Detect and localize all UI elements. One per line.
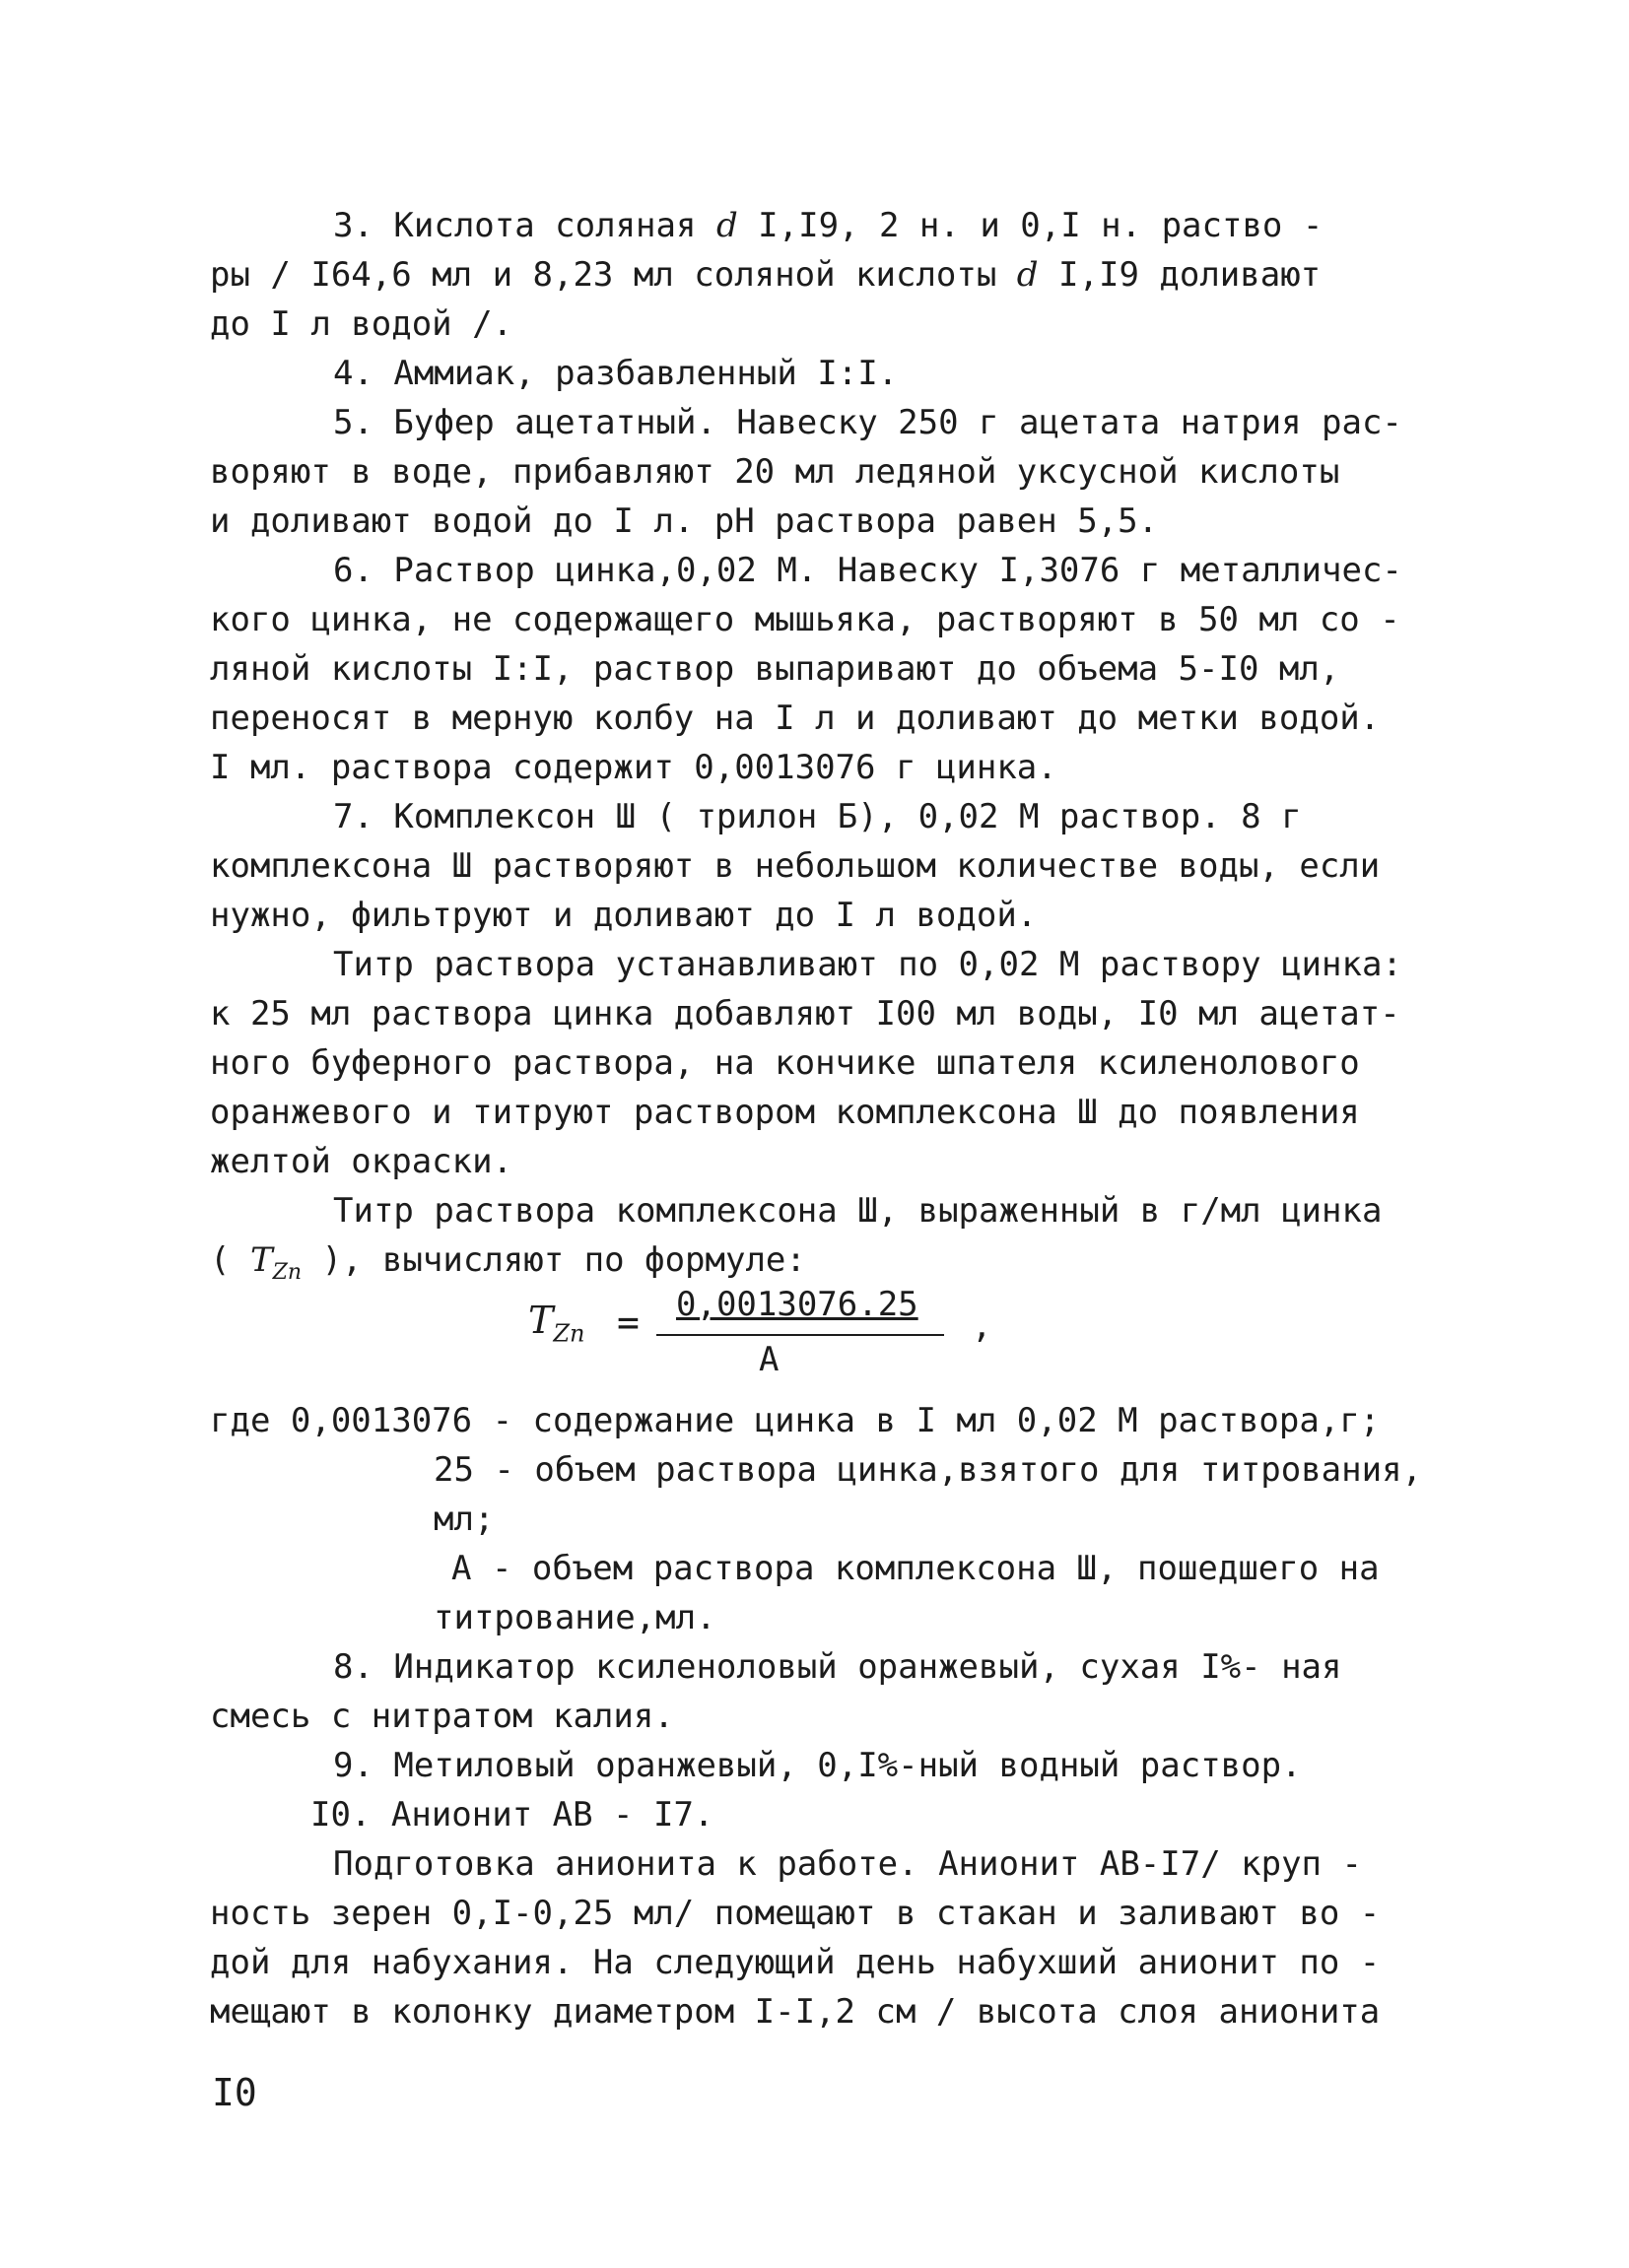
item-3-line-1: 3. Кислота соляная d I,I9, 2 н. и 0,I н. раство - bbox=[333, 206, 1324, 245]
formula-fraction-bar bbox=[656, 1334, 944, 1336]
formula-equals: = bbox=[617, 1301, 640, 1344]
item-7-line-1: 7. Комплексон Ш ( трилон Б), 0,02 М раствор. 8 г bbox=[333, 797, 1302, 836]
prep-line-4: мещают в колонку диаметром I-I,2 см / высота слоя анионита bbox=[210, 1992, 1381, 2032]
prep-line-1: Подготовка анионита к работе. Анионит АВ-I7/ круп - bbox=[333, 1844, 1362, 1884]
item-10: I0. Анионит АВ - I7. bbox=[310, 1795, 714, 1834]
item-6-line-5: I мл. раствора содержит 0,0013076 г цинка. bbox=[210, 748, 1057, 787]
item-7-line-2: комплексона Ш растворяют в небольшом количестве воды, если bbox=[210, 846, 1381, 886]
item-3-line-3: до I л водой /. bbox=[210, 304, 513, 344]
where-line-4: А - объем раствора комплексона Ш, пошедшего на bbox=[451, 1549, 1380, 1588]
titr-para-line-3: ного буферного раствора, на кончике шпателя ксиленолового bbox=[210, 1043, 1360, 1083]
where-line-3: мл; bbox=[434, 1500, 495, 1539]
item-9: 9. Метиловый оранжевый, 0,I%-ный водный раствор. bbox=[333, 1746, 1302, 1785]
titr-para-line-1: Титр раствора устанавливают по 0,02 М раствору цинка: bbox=[333, 945, 1402, 984]
formula-lhs: $T_{Zn}$ bbox=[528, 1299, 585, 1348]
where-line-2: 25 - объем раствора цинка,взятого для титрования, bbox=[434, 1450, 1423, 1490]
titr-para-line-5: желтой окраски. bbox=[210, 1142, 513, 1181]
where-line-5: титрование,мл. bbox=[434, 1598, 716, 1637]
where-line-1: где 0,0013076 - содержание цинка в I мл 0,02 М раствора,г; bbox=[210, 1401, 1381, 1440]
item-5-line-2: воряют в воде, прибавляют 20 мл ледяной уксусной кислоты bbox=[210, 452, 1340, 492]
titr-para-line-2: к 25 мл раствора цинка добавляют I00 мл воды, I0 мл ацетат- bbox=[210, 994, 1400, 1034]
item-7-line-3: нужно, фильтруют и доливают до I л водой. bbox=[210, 896, 1038, 935]
item-6-line-1: 6. Раствор цинка,0,02 М. Навеску I,3076 г металличес- bbox=[333, 551, 1402, 590]
titr-formula-intro-line-1: Титр раствора комплексона Ш, выраженный в г/мл цинка bbox=[333, 1191, 1383, 1231]
item-6-line-4: переносят в мерную колбу на I л и доливают до метки водой. bbox=[210, 699, 1381, 738]
prep-line-3: дой для набухания. На следующий день набухший анионит по - bbox=[210, 1943, 1381, 1982]
item-5-line-3: и доливают водой до I л. pH раствора равен 5,5. bbox=[210, 501, 1159, 541]
page-number: I0 bbox=[212, 2071, 257, 2114]
prep-line-2: ность зерен 0,I-0,25 мл/ помещают в стакан и заливают во - bbox=[210, 1894, 1381, 1933]
titr-formula-intro-line-2: ( $T_{Zn}$ ), вычисляют по формуле: bbox=[210, 1240, 806, 1285]
formula-denominator: A bbox=[759, 1340, 780, 1379]
item-6-line-3: ляной кислоты I:I, раствор выпаривают до объема 5-I0 мл, bbox=[210, 649, 1340, 689]
item-5-line-1: 5. Буфер ацетатный. Навеску 250 г ацетата натрия рас- bbox=[333, 403, 1402, 442]
item-3-line-2: ры / I64,6 мл и 8,23 мл соляной кислоты d I,I9 доливают bbox=[210, 255, 1322, 295]
item-6-line-2: кого цинка, не содержащего мышьяка, растворяют в 50 мл со - bbox=[210, 600, 1400, 639]
item-4: 4. Аммиак, разбавленный I:I. bbox=[333, 354, 899, 393]
formula-numerator: 0,0013076.25 bbox=[676, 1285, 918, 1324]
formula-comma: , bbox=[972, 1306, 992, 1346]
item-8-line-2: смесь с нитратом калия. bbox=[210, 1697, 674, 1736]
item-8-line-1: 8. Индикатор ксиленоловый оранжевый, сухая I%- ная bbox=[333, 1647, 1342, 1687]
titr-para-line-4: оранжевого и титруют раствором комплексона Ш до появления bbox=[210, 1093, 1360, 1132]
